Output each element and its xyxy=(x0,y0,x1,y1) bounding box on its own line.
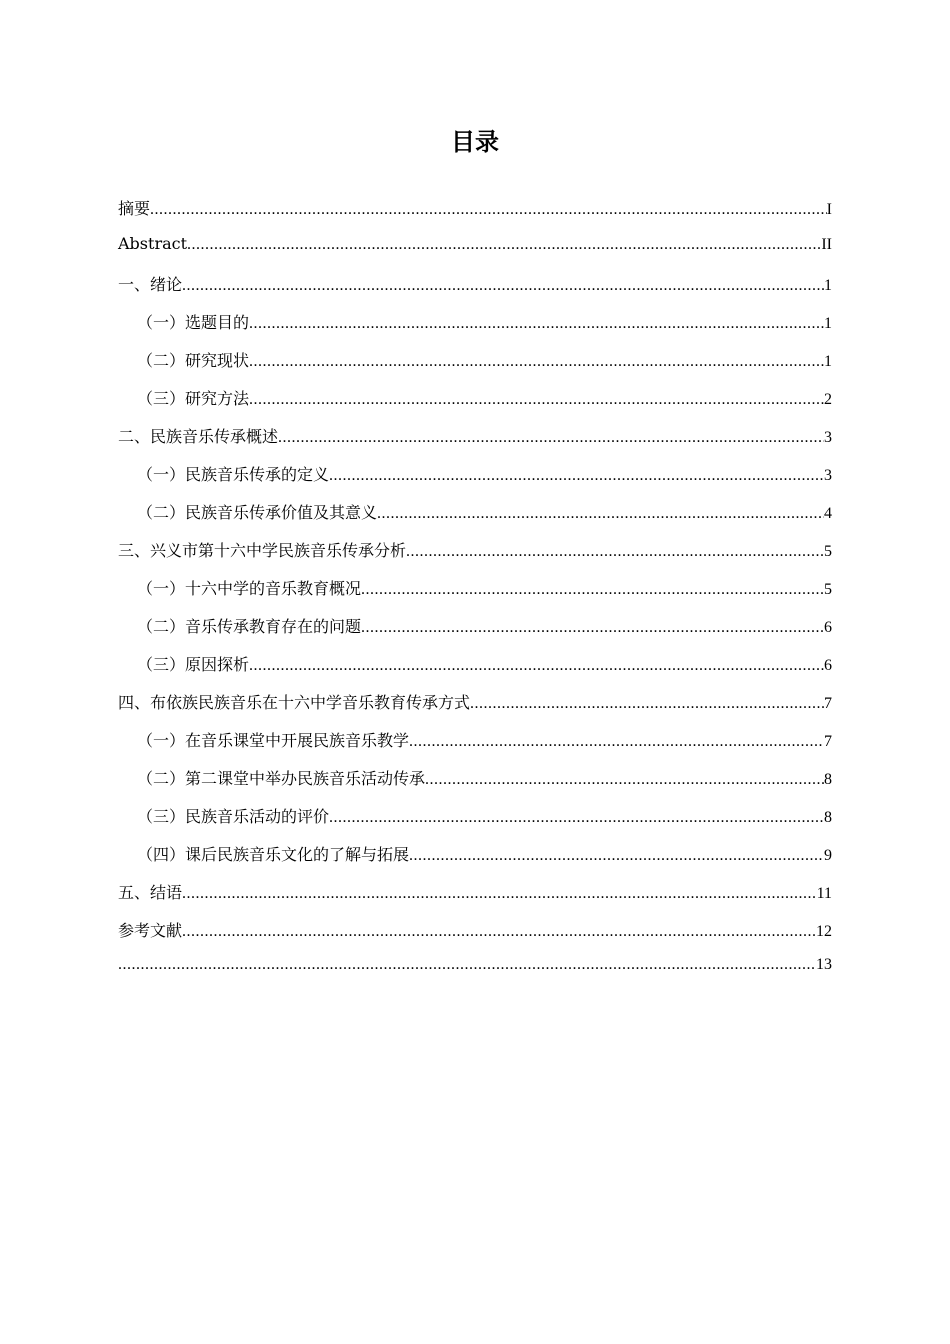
toc-entry[interactable] xyxy=(118,652,832,690)
toc-entry-page: 8 xyxy=(824,809,832,826)
toc-entry-label: （一）选题目的 xyxy=(137,313,250,332)
toc-entry[interactable] xyxy=(118,424,832,462)
toc-entry-page: 8 xyxy=(824,771,832,788)
dot-leader xyxy=(187,236,821,254)
dot-leader xyxy=(406,543,824,561)
toc-entry-page: 1 xyxy=(824,353,832,370)
dot-leader xyxy=(361,619,824,637)
toc-entry-page: 3 xyxy=(824,429,832,446)
toc-entry[interactable] xyxy=(118,690,832,728)
toc-entry-label: （三）研究方法 xyxy=(137,389,250,408)
dot-leader xyxy=(118,956,816,974)
toc-entry[interactable] xyxy=(118,310,832,348)
toc-entry-page: 13 xyxy=(816,956,832,973)
toc-entry-page: 9 xyxy=(824,847,832,864)
toc-title: 目录 xyxy=(451,128,499,156)
toc-entry-label: 四、布依族民族音乐在十六中学音乐教育传承方式 xyxy=(118,693,471,712)
dot-leader xyxy=(377,505,824,523)
toc-entry-page: 4 xyxy=(824,505,832,522)
toc-entry[interactable] xyxy=(118,348,832,386)
toc-entry-label: 五、结语 xyxy=(118,883,183,902)
toc-entry-label: （三）原因探析 xyxy=(137,655,250,674)
toc-entry[interactable] xyxy=(118,234,832,272)
toc-entry-page: 5 xyxy=(824,543,832,560)
dot-leader xyxy=(182,277,824,295)
dot-leader xyxy=(249,657,824,675)
toc-entry-label: （一）民族音乐传承的定义 xyxy=(137,465,330,484)
toc-entry-page: 3 xyxy=(824,467,832,484)
toc-entry[interactable] xyxy=(118,880,832,918)
toc-entry-page: 12 xyxy=(816,923,832,940)
dot-leader xyxy=(249,315,824,333)
dot-leader xyxy=(150,201,827,219)
dot-leader xyxy=(409,847,824,865)
dot-leader xyxy=(278,429,824,447)
toc-entry[interactable] xyxy=(118,462,832,500)
toc-entry[interactable] xyxy=(118,272,832,310)
toc-entry-page: 6 xyxy=(824,619,832,636)
toc-entry[interactable] xyxy=(118,576,832,614)
toc-entry[interactable] xyxy=(118,956,832,994)
dot-leader xyxy=(249,353,824,371)
toc-entry-page: 7 xyxy=(824,733,832,750)
toc-entry-page: 2 xyxy=(824,391,832,408)
toc-entry-label: （一）在音乐课堂中开展民族音乐教学 xyxy=(137,731,410,750)
toc-entry[interactable] xyxy=(118,842,832,880)
toc-entry-label: （二）第二课堂中举办民族音乐活动传承 xyxy=(137,769,426,788)
toc-entry-label: 参考文献 xyxy=(118,921,183,940)
toc-entry-label: Abstract xyxy=(118,234,188,253)
dot-leader xyxy=(182,885,817,903)
toc-entry-label: 二、民族音乐传承概述 xyxy=(118,427,279,446)
toc-entry-label: 一、绪论 xyxy=(118,275,183,294)
dot-leader xyxy=(182,923,816,941)
toc-entry-label: （二）音乐传承教育存在的问题 xyxy=(137,617,362,636)
toc-entry[interactable] xyxy=(118,538,832,576)
toc-entry[interactable] xyxy=(118,766,832,804)
toc-entry-page: 1 xyxy=(824,277,832,294)
toc-entry-page: 11 xyxy=(816,885,832,902)
toc-entry-label: （二）民族音乐传承价值及其意义 xyxy=(137,503,378,522)
toc-entry-page: 5 xyxy=(824,581,832,598)
toc-entry[interactable] xyxy=(118,918,832,956)
toc-entry-page: 1 xyxy=(824,315,832,332)
toc-entry-label: （四）课后民族音乐文化的了解与拓展 xyxy=(137,845,410,864)
toc-entry-label: （三）民族音乐活动的评价 xyxy=(137,807,330,826)
toc-entry-page: 6 xyxy=(824,657,832,674)
toc-entry-page: I xyxy=(826,201,832,218)
toc-entry[interactable] xyxy=(118,500,832,538)
dot-leader xyxy=(249,391,824,409)
toc-entry[interactable] xyxy=(118,728,832,766)
toc-entry[interactable] xyxy=(118,614,832,652)
toc-entry[interactable] xyxy=(118,804,832,842)
table-of-contents xyxy=(118,196,832,994)
toc-entry-label: （二）研究现状 xyxy=(137,351,250,370)
toc-entry-page: II xyxy=(821,236,832,253)
dot-leader xyxy=(361,581,824,599)
toc-entry-label: 摘要 xyxy=(118,199,151,218)
dot-leader xyxy=(329,467,824,485)
dot-leader xyxy=(329,809,824,827)
dot-leader xyxy=(470,695,824,713)
toc-entry-label: 三、兴义市第十六中学民族音乐传承分析 xyxy=(118,541,407,560)
dot-leader xyxy=(425,771,824,789)
toc-entry-page: 7 xyxy=(824,695,832,712)
toc-entry[interactable] xyxy=(118,386,832,424)
toc-entry-label: （一）十六中学的音乐教育概况 xyxy=(137,579,362,598)
toc-entry[interactable] xyxy=(118,196,832,234)
dot-leader xyxy=(409,733,824,751)
